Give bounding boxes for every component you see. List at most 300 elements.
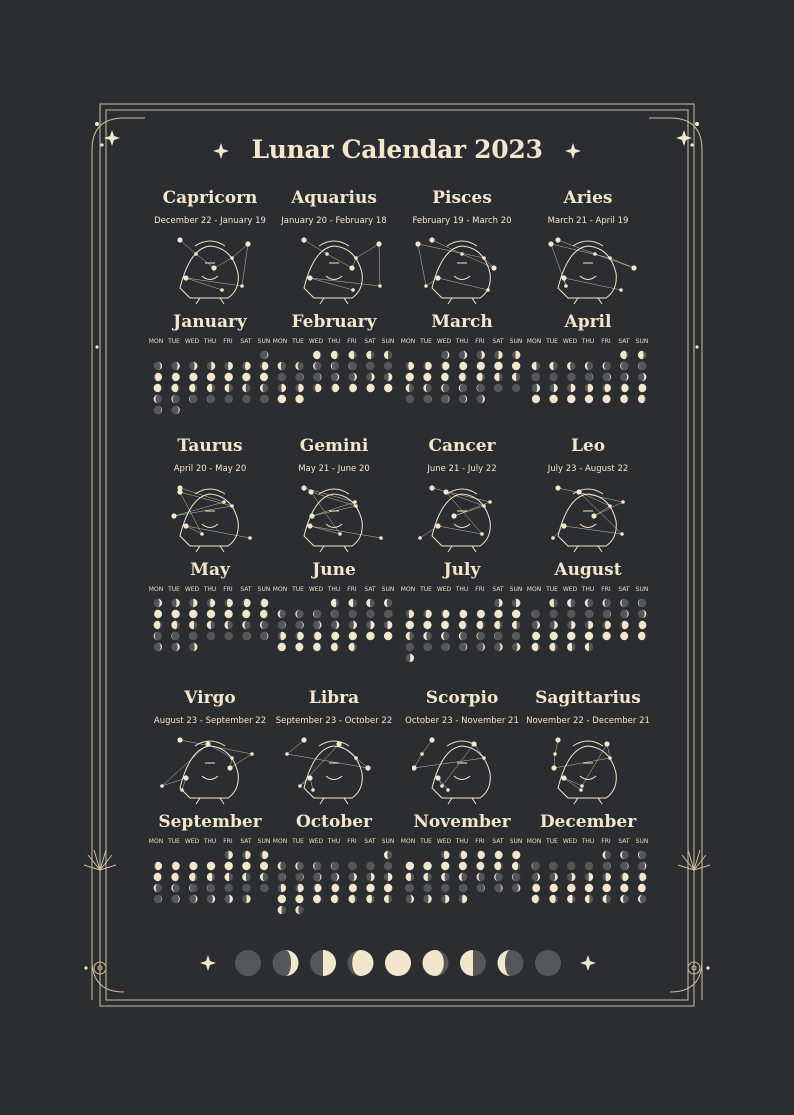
moon-phase-icon [459, 632, 467, 640]
weekday-label: WED [184, 338, 200, 345]
weekday-label: MON [526, 586, 542, 593]
moon-phase-icon [384, 851, 392, 859]
moon-phase-icon [567, 395, 575, 403]
moon-phase-icon [406, 610, 414, 618]
moon-phase-icon [171, 362, 179, 370]
moon-phase-icon [441, 643, 449, 651]
moon-phase-icon [549, 599, 557, 607]
moon-phase-icon [441, 873, 449, 881]
weekday-label: FRI [347, 586, 357, 593]
moon-phase-icon [235, 950, 261, 976]
moon-phase-icon [498, 950, 524, 976]
moon-phase-icon [189, 621, 197, 629]
moon-phase-icon [154, 621, 162, 629]
moon-phase-icon [406, 395, 414, 403]
weekday-label: THU [203, 838, 217, 845]
moon-phase-icon [549, 884, 557, 892]
moon-phase-icon [189, 643, 197, 651]
weekday-label: TUE [420, 838, 432, 845]
moon-phase-icon [603, 851, 611, 859]
zodiac-illustration [284, 228, 384, 306]
weekday-label: TUE [168, 586, 180, 593]
moon-phase-icon [441, 632, 449, 640]
moon-phase-icon [295, 373, 303, 381]
moon-phase-icon [638, 895, 646, 903]
moon-phase-icon [585, 384, 593, 392]
moon-phase-icon [260, 632, 268, 640]
moon-phase-icon [171, 373, 179, 381]
moon-phase-icon [366, 384, 374, 392]
moon-phase-icon [549, 395, 557, 403]
moon-phase-icon [603, 599, 611, 607]
zodiac-sign-name: Libra [308, 688, 360, 708]
moon-phase-icon [532, 384, 540, 392]
moon-phase-icon [207, 873, 215, 881]
moon-phase-icon [225, 373, 233, 381]
moon-phase-icon [494, 373, 502, 381]
moon-phase-icon [313, 362, 321, 370]
moon-phase-icon [406, 384, 414, 392]
moon-phase-icon [384, 610, 392, 618]
weekday-header [272, 586, 396, 593]
moon-phase-icon [585, 610, 593, 618]
moon-phase-icon [638, 373, 646, 381]
moon-phase-icon [384, 895, 392, 903]
moon-phase-icon [189, 362, 197, 370]
zodiac-sign-name: Sagittarius [535, 688, 641, 708]
moon-phase-icon [260, 362, 268, 370]
weekday-label: MON [526, 838, 542, 845]
weekday-header [526, 338, 650, 345]
weekday-header [148, 338, 272, 345]
moon-phase-icon [242, 851, 250, 859]
moon-calendar-grid [526, 849, 650, 917]
weekday-label: WED [436, 586, 452, 593]
zodiac-sign-name: Capricorn [162, 188, 258, 208]
weekday-label: MON [148, 338, 164, 345]
moon-phase-icon [295, 395, 303, 403]
moon-phase-icon [567, 373, 575, 381]
moon-phase-icon [154, 632, 162, 640]
moon-phase-icon [549, 610, 557, 618]
moon-phase-icon [171, 384, 179, 392]
moon-phase-icon [585, 621, 593, 629]
moon-phase-icon [295, 384, 303, 392]
zodiac-illustration [538, 228, 638, 306]
moon-phase-icon [406, 654, 414, 662]
moon-phase-icon [384, 362, 392, 370]
weekday-label: SUN [509, 586, 523, 593]
moon-phase-icon [494, 884, 502, 892]
zodiac-date-range: June 21 - July 22 [427, 464, 497, 474]
moon-phase-icon [585, 873, 593, 881]
month-name: March [431, 312, 493, 332]
moon-phase-icon [423, 384, 431, 392]
moon-phase-icon [171, 884, 179, 892]
weekday-label: WED [308, 838, 324, 845]
zodiac-sign-name: Gemini [299, 436, 369, 456]
weekday-label: THU [455, 338, 469, 345]
moon-phase-icon [567, 862, 575, 870]
moon-phase-icon [313, 610, 321, 618]
month-block [400, 436, 524, 668]
month-name: April [564, 312, 612, 332]
weekday-label: TUE [546, 838, 558, 845]
moon-phase-icon [242, 373, 250, 381]
moon-phase-icon [331, 632, 339, 640]
moon-phase-icon [532, 873, 540, 881]
moon-phase-icon [278, 895, 286, 903]
zodiac-date-range: November 22 - December 21 [526, 716, 650, 726]
moon-phase-icon [313, 621, 321, 629]
moon-phase-icon [477, 610, 485, 618]
weekday-label: FRI [601, 586, 611, 593]
moon-phase-icon [494, 632, 502, 640]
month-block [526, 188, 650, 420]
weekday-label: TUE [168, 838, 180, 845]
moon-phase-icon [512, 599, 520, 607]
moon-phase-icon [295, 862, 303, 870]
moon-phase-icon [603, 610, 611, 618]
weekday-label: MON [526, 338, 542, 345]
zodiac-sign-name: Aquarius [291, 188, 377, 208]
moon-phase-icon [567, 610, 575, 618]
weekday-label: WED [436, 338, 452, 345]
weekday-label: SUN [381, 586, 395, 593]
zodiac-sign-name: Virgo [184, 688, 236, 708]
moon-phase-icon [225, 621, 233, 629]
moon-phase-icon [549, 621, 557, 629]
month-name: September [158, 812, 262, 832]
moon-phase-icon [366, 632, 374, 640]
moon-phase-icon [313, 384, 321, 392]
moon-phase-icon [603, 395, 611, 403]
moon-phase-icon [189, 873, 197, 881]
zodiac-illustration [412, 728, 512, 806]
weekday-label: FRI [223, 838, 233, 845]
moon-phase-icon [549, 632, 557, 640]
moon-phase-icon [225, 632, 233, 640]
moon-phase-icon [460, 950, 486, 976]
moon-phase-icon [313, 373, 321, 381]
moon-phase-icon [512, 884, 520, 892]
zodiac-date-range: September 23 - October 22 [275, 716, 393, 726]
moon-phase-icon [171, 862, 179, 870]
moon-phase-icon [242, 884, 250, 892]
moon-phase-icon [585, 895, 593, 903]
zodiac-illustration [412, 476, 512, 554]
moon-phase-icon [278, 884, 286, 892]
weekday-label: THU [455, 586, 469, 593]
moon-phase-icon [207, 599, 215, 607]
moon-phase-icon [189, 895, 197, 903]
moon-phase-icon [477, 873, 485, 881]
moon-phase-icon [207, 862, 215, 870]
moon-phase-icon [494, 362, 502, 370]
moon-phase-icon [154, 873, 162, 881]
zodiac-date-range: October 23 - November 21 [405, 716, 519, 726]
moon-phase-icon [313, 632, 321, 640]
month-block [272, 688, 396, 920]
moon-phase-icon [366, 599, 374, 607]
weekday-label: MON [148, 838, 164, 845]
weekday-label: SUN [635, 838, 649, 845]
weekday-label: WED [562, 338, 578, 345]
moon-phase-icon [638, 621, 646, 629]
moon-phase-icon [549, 384, 557, 392]
moon-phase-icon [260, 851, 268, 859]
moon-phase-icon [260, 621, 268, 629]
moon-phase-icon [585, 599, 593, 607]
moon-phase-icon [154, 599, 162, 607]
moon-phase-icon [189, 862, 197, 870]
moon-phase-icon [459, 395, 467, 403]
moon-phase-icon [423, 884, 431, 892]
moon-phase-icon [567, 884, 575, 892]
moon-phase-icon [459, 643, 467, 651]
moon-phase-icon [260, 884, 268, 892]
moon-phase-icon [260, 862, 268, 870]
moon-phase-icon [512, 862, 520, 870]
page-title: Lunar Calendar 2023 [251, 135, 543, 164]
moon-phase-icon [331, 599, 339, 607]
month-name: February [291, 312, 377, 332]
weekday-label: THU [581, 338, 595, 345]
moon-phase-icon [423, 621, 431, 629]
weekday-label: MON [148, 586, 164, 593]
moon-phase-icon [638, 632, 646, 640]
moon-phase-icon [512, 873, 520, 881]
moon-phase-icon [154, 373, 162, 381]
moon-phase-icon [406, 362, 414, 370]
moon-phase-icon [585, 632, 593, 640]
moon-phase-icon [278, 632, 286, 640]
month-block [148, 436, 272, 668]
moon-phase-icon [477, 351, 485, 359]
month-block [526, 688, 650, 920]
weekday-label: MON [400, 838, 416, 845]
moon-phase-icon [512, 621, 520, 629]
moon-phase-icon [242, 395, 250, 403]
moon-phase-icon [477, 851, 485, 859]
moon-phase-icon [459, 362, 467, 370]
weekday-header [272, 338, 396, 345]
weekday-header [400, 838, 524, 845]
weekday-label: MON [272, 338, 288, 345]
moon-phase-icon [477, 862, 485, 870]
weekday-label: SUN [381, 838, 395, 845]
moon-phase-icon [459, 873, 467, 881]
moon-phase-icon [620, 395, 628, 403]
moon-phase-icon [532, 362, 540, 370]
moon-phase-icon [313, 351, 321, 359]
moon-phase-icon [154, 884, 162, 892]
moon-phase-icon [532, 395, 540, 403]
moon-phase-icon [225, 895, 233, 903]
moon-calendar-grid [148, 849, 272, 917]
zodiac-sign-name: Taurus [177, 436, 243, 456]
moon-phase-icon [366, 873, 374, 881]
moon-phase-icon [295, 906, 303, 914]
weekday-label: SAT [492, 338, 504, 345]
moon-phase-icon [384, 632, 392, 640]
moon-phase-icon [171, 873, 179, 881]
moon-phase-icon [225, 884, 233, 892]
zodiac-illustration [160, 476, 260, 554]
moon-phase-icon [366, 862, 374, 870]
moon-phase-icon [207, 373, 215, 381]
zodiac-illustration [284, 728, 384, 806]
moon-phase-icon [620, 632, 628, 640]
moon-phase-icon [638, 862, 646, 870]
weekday-label: THU [327, 338, 341, 345]
weekday-label: SUN [381, 338, 395, 345]
moon-phase-icon [477, 384, 485, 392]
weekday-label: TUE [546, 338, 558, 345]
weekday-label: WED [184, 838, 200, 845]
moon-phase-icon [349, 862, 357, 870]
weekday-label: TUE [168, 338, 180, 345]
weekday-label: SAT [492, 586, 504, 593]
moon-phase-icon [189, 610, 197, 618]
moon-phase-icon [366, 362, 374, 370]
weekday-label: SAT [618, 338, 630, 345]
moon-phase-icon [242, 362, 250, 370]
weekday-label: SAT [364, 586, 376, 593]
moon-phase-icon [242, 862, 250, 870]
moon-phase-icon [567, 362, 575, 370]
weekday-label: WED [308, 586, 324, 593]
zodiac-illustration [538, 728, 638, 806]
moon-phase-icon [384, 599, 392, 607]
moon-phase-icon [313, 895, 321, 903]
moon-phase-icon [278, 373, 286, 381]
moon-phase-icon [366, 895, 374, 903]
weekday-label: SAT [240, 586, 252, 593]
moon-phase-icon [603, 384, 611, 392]
moon-phase-icon [567, 632, 575, 640]
month-name: January [173, 312, 247, 332]
moon-phase-icon [331, 895, 339, 903]
moon-phase-icon [494, 643, 502, 651]
weekday-label: FRI [347, 838, 357, 845]
moon-phase-icon [620, 862, 628, 870]
moon-calendar-grid [400, 597, 524, 665]
moon-phase-icon [154, 362, 162, 370]
weekday-label: SUN [509, 838, 523, 845]
moon-calendar-grid [148, 597, 272, 665]
zodiac-date-range: February 19 - March 20 [412, 216, 512, 226]
moon-phase-icon [278, 610, 286, 618]
moon-phase-icon [423, 950, 449, 976]
moon-phase-strip [232, 948, 562, 978]
moon-phase-icon [620, 895, 628, 903]
weekday-label: WED [562, 838, 578, 845]
moon-phase-icon [207, 632, 215, 640]
weekday-label: WED [308, 338, 324, 345]
moon-phase-icon [171, 632, 179, 640]
moon-phase-icon [260, 610, 268, 618]
moon-phase-icon [603, 632, 611, 640]
moon-phase-icon [331, 643, 339, 651]
moon-phase-icon [620, 873, 628, 881]
moon-phase-icon [154, 384, 162, 392]
weekday-header [526, 586, 650, 593]
weekday-label: THU [203, 338, 217, 345]
moon-phase-icon [154, 610, 162, 618]
moon-phase-icon [459, 884, 467, 892]
weekday-label: MON [272, 586, 288, 593]
moon-phase-icon [349, 873, 357, 881]
moon-phase-icon [512, 851, 520, 859]
weekday-label: SAT [492, 838, 504, 845]
moon-phase-icon [620, 599, 628, 607]
zodiac-sign-name: Scorpio [425, 688, 499, 708]
moon-phase-icon [494, 621, 502, 629]
moon-phase-icon [154, 643, 162, 651]
moon-phase-icon [603, 621, 611, 629]
moon-phase-icon [225, 599, 233, 607]
moon-phase-icon [423, 373, 431, 381]
moon-phase-icon [207, 895, 215, 903]
moon-phase-icon [189, 599, 197, 607]
moon-phase-icon [260, 873, 268, 881]
moon-phase-icon [260, 599, 268, 607]
moon-phase-icon [532, 862, 540, 870]
moon-phase-icon [349, 599, 357, 607]
moon-phase-icon [242, 895, 250, 903]
moon-phase-icon [384, 884, 392, 892]
moon-phase-icon [494, 384, 502, 392]
moon-phase-icon [295, 621, 303, 629]
moon-phase-icon [278, 862, 286, 870]
moon-phase-icon [585, 862, 593, 870]
moon-phase-icon [207, 362, 215, 370]
moon-phase-icon [366, 621, 374, 629]
moon-phase-icon [278, 395, 286, 403]
month-block [526, 436, 650, 668]
moon-phase-icon [423, 610, 431, 618]
moon-phase-icon [189, 884, 197, 892]
moon-phase-icon [477, 373, 485, 381]
moon-phase-icon [638, 395, 646, 403]
moon-phase-icon [331, 362, 339, 370]
moon-phase-icon [567, 895, 575, 903]
moon-phase-icon [295, 873, 303, 881]
moon-phase-icon [207, 621, 215, 629]
zodiac-date-range: March 21 - April 19 [547, 216, 629, 226]
moon-phase-icon [171, 621, 179, 629]
weekday-label: TUE [420, 586, 432, 593]
weekday-label: TUE [420, 338, 432, 345]
moon-phase-icon [549, 643, 557, 651]
moon-phase-icon [423, 873, 431, 881]
moon-phase-icon [349, 373, 357, 381]
moon-phase-icon [260, 395, 268, 403]
moon-phase-icon [477, 632, 485, 640]
weekday-header [148, 586, 272, 593]
moon-phase-icon [423, 632, 431, 640]
moon-phase-icon [549, 895, 557, 903]
moon-phase-icon [384, 384, 392, 392]
moon-phase-icon [171, 599, 179, 607]
moon-phase-icon [242, 599, 250, 607]
moon-phase-icon [171, 395, 179, 403]
month-name: December [539, 812, 637, 832]
weekday-label: FRI [601, 838, 611, 845]
moon-calendar-grid [526, 597, 650, 665]
moon-phase-icon [406, 895, 414, 903]
